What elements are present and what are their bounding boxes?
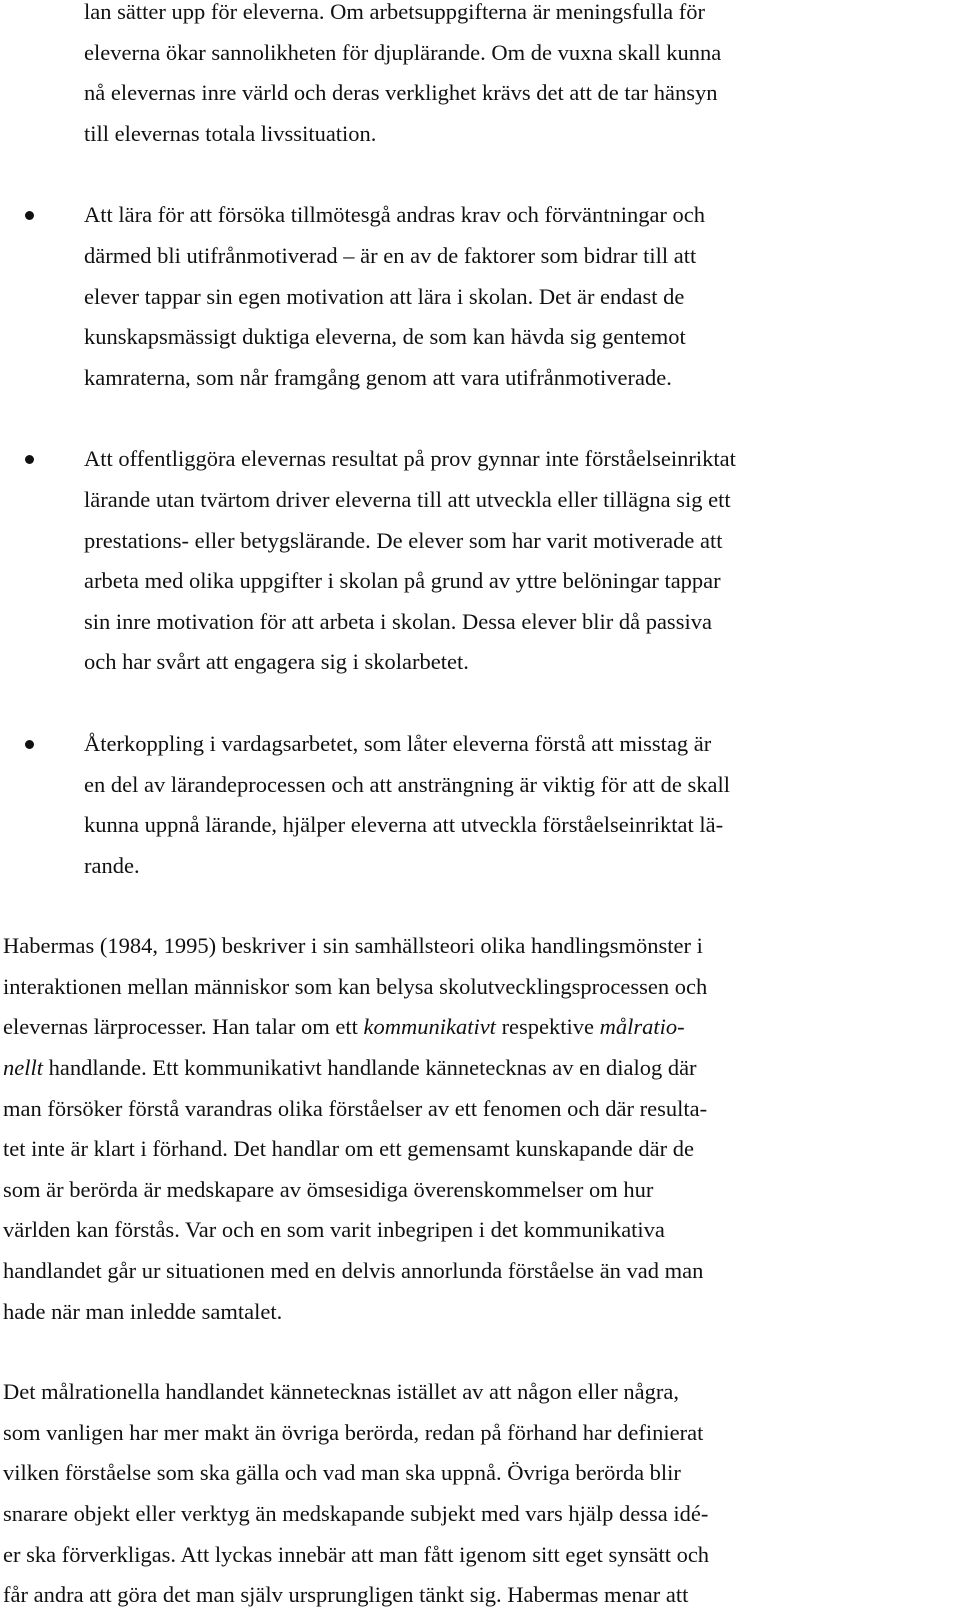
text-line: eleverna ökar sannolikheten för djuplärande. Om de vuxna skall kunna bbox=[84, 39, 722, 65]
text-line: som vanligen har mer makt än övriga berörda, redan på förhand har definierat bbox=[3, 1419, 704, 1445]
text-line: Habermas (1984, 1995) beskriver i sin samhällsteori olika handlingsmönster i bbox=[3, 933, 703, 959]
text-line: snarare objekt eller verktyg än medskapande subjekt med vars hjälp dessa idé- bbox=[3, 1501, 709, 1526]
text-span: respektive bbox=[495, 1014, 600, 1040]
bullet-text bbox=[84, 195, 948, 398]
bullet-item bbox=[84, 439, 948, 683]
text-line: man försöker förstå varandras olika förståelser av ett fenomen och där resulta- bbox=[3, 1095, 708, 1121]
text-line: därmed bli utifrånmotiverad – är en av de faktorer som bidrar till att bbox=[84, 242, 697, 268]
text-line: Att offentliggöra elevernas resultat på prov gynnar inte förståelseinriktat bbox=[84, 446, 736, 472]
text-line: rande. bbox=[84, 852, 140, 878]
text-line: handlandet går ur situationen med en delvis annorlunda förståelse än vad man bbox=[3, 1258, 704, 1284]
text-line: kunna uppnå lärande, hjälper eleverna att utveckla förståelseinriktat lä- bbox=[84, 812, 724, 838]
text-line: vilken förståelse som ska gälla och vad man ska uppnå. Övriga berörda blir bbox=[3, 1460, 681, 1486]
text-line: kamraterna, som når framgång genom att vara utifrånmotiverade. bbox=[84, 364, 672, 390]
text-line: som är berörda är medskapare av ömsesidiga överenskommelser om hur bbox=[3, 1176, 654, 1202]
text-span: handlande. Ett kommunikativt handlande kännetecknas av en dialog där bbox=[43, 1055, 697, 1081]
text-line: lärande utan tvärtom driver eleverna till att utveckla eller tillägna sig ett bbox=[84, 486, 731, 512]
text-line: sin inre motivation för att arbeta i skolan. Dessa elever blir då passiva bbox=[84, 608, 712, 634]
text-line: hade när man inledde samtalet. bbox=[3, 1298, 283, 1324]
text-line: er ska förverkligas. Att lyckas innebär att man fått igenom sitt eget synsätt och bbox=[3, 1541, 710, 1567]
text-line bbox=[3, 1048, 943, 1089]
text-span: elevernas lärprocesser. Han talar om ett bbox=[3, 1014, 364, 1040]
bullet-icon bbox=[25, 455, 34, 464]
text-line: världen kan förstås. Var och en som varit inbegripen i det kommunikativa bbox=[3, 1217, 665, 1243]
emphasis-term: målratio- bbox=[599, 1014, 685, 1040]
text-line: elever tappar sin egen motivation att lära i skolan. Det är endast de bbox=[84, 283, 685, 309]
bullet-icon bbox=[25, 211, 34, 220]
text-line: får andra att göra det man själv ursprungligen tänkt sig. Habermas menar att bbox=[3, 1582, 689, 1608]
emphasis-term: nellt bbox=[3, 1055, 43, 1081]
text-line: och har svårt att engagera sig i skolarbetet. bbox=[84, 649, 469, 675]
bullet-item bbox=[84, 724, 948, 886]
text-line: kunskapsmässigt duktiga eleverna, de som kan hävda sig gentemot bbox=[84, 324, 686, 350]
text-line: en del av lärandeprocessen och att ansträngning är viktig för att de skall bbox=[84, 771, 731, 797]
bullet-text bbox=[84, 724, 948, 886]
text-line: interaktionen mellan människor som kan belysa skolutvecklingsprocessen och bbox=[3, 973, 708, 999]
text-line: till elevernas totala livssituation. bbox=[84, 120, 377, 146]
bullet-item bbox=[84, 195, 948, 398]
text-line: Att lära för att försöka tillmötesgå andras krav och förväntningar och bbox=[84, 202, 706, 228]
bullet-text bbox=[84, 439, 948, 683]
emphasis-term: kommunikativt bbox=[363, 1014, 496, 1040]
text-line: Det målrationella handlandet kännetecknas istället av att någon eller några, bbox=[3, 1379, 679, 1405]
text-line bbox=[3, 1007, 943, 1048]
text-line: nå elevernas inre värld och deras verklighet krävs det att de tar hänsyn bbox=[84, 80, 718, 106]
text-line: tet inte är klart i förhand. Det handlar om ett gemensamt kunskapande där de bbox=[3, 1136, 695, 1162]
text-line: arbeta med olika uppgifter i skolan på grund av yttre belöningar tappar bbox=[84, 568, 721, 594]
body-paragraph-habermas bbox=[3, 926, 943, 1332]
text-line: Återkoppling i vardagsarbetet, som låter eleverna förstå att misstag är bbox=[84, 730, 712, 756]
text-line: lan sätter upp för eleverna. Om arbetsuppgifterna är meningsfulla för bbox=[84, 0, 706, 24]
body-paragraph-malrationella bbox=[3, 1372, 943, 1616]
bullet-icon bbox=[25, 740, 34, 749]
text-line: prestations- eller betygslärande. De elever som har varit motiverade att bbox=[84, 527, 723, 553]
lead-paragraph bbox=[84, 0, 944, 154]
